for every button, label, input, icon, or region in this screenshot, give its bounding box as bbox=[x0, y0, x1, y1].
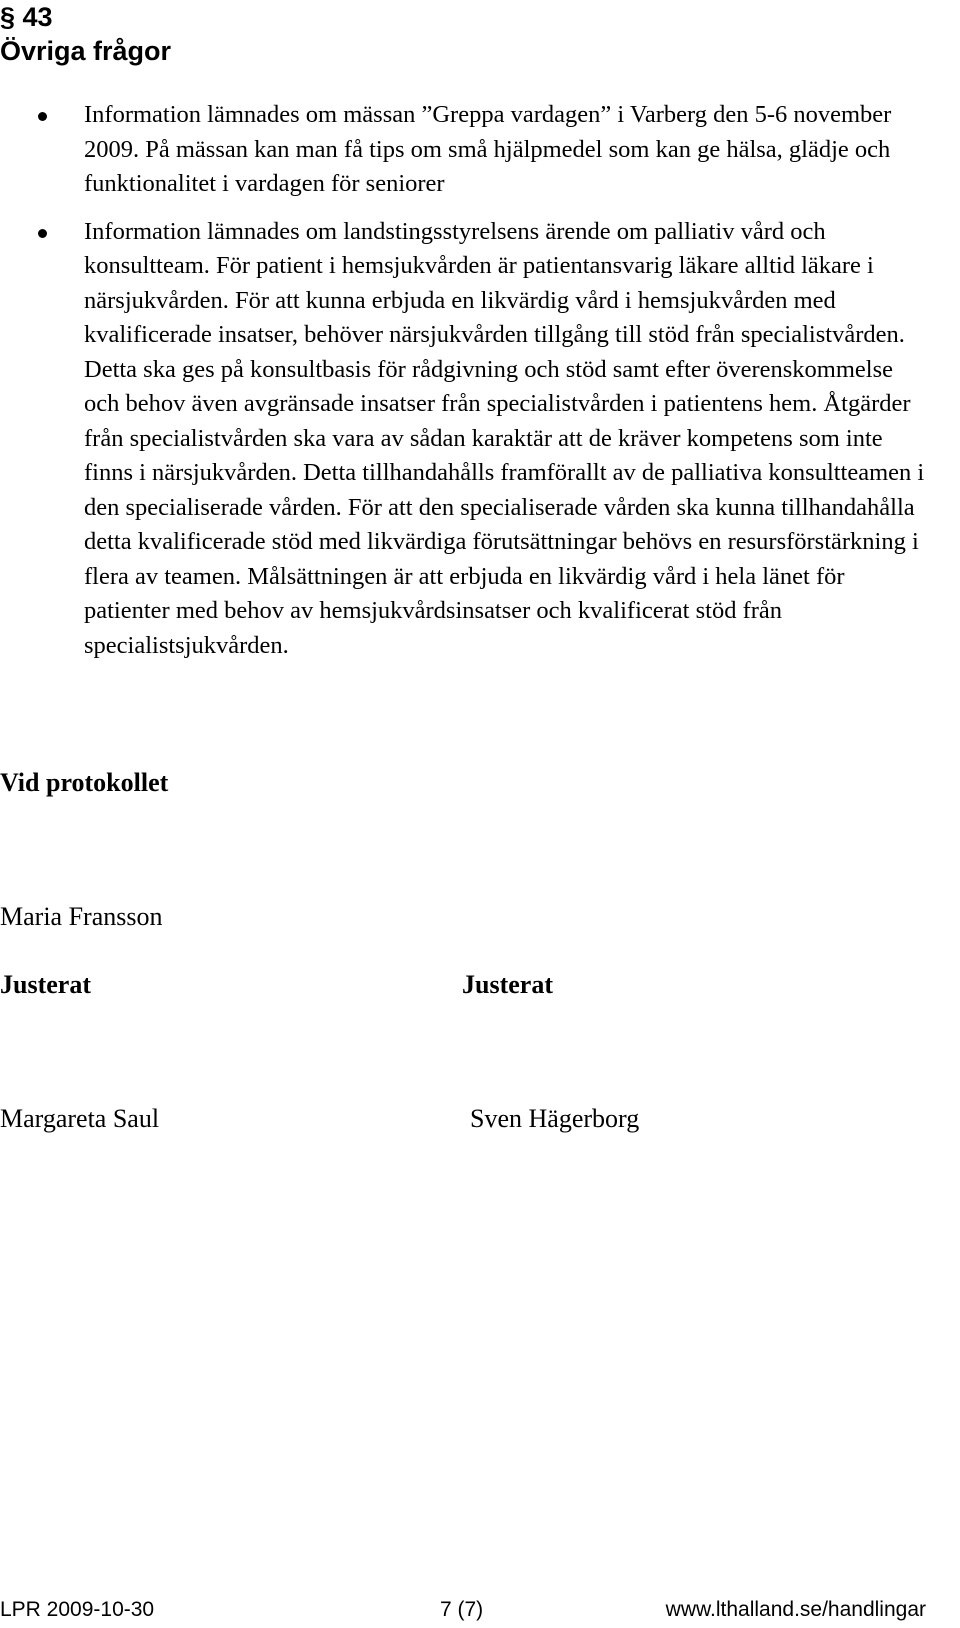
footer-date: LPR 2009-10-30 bbox=[0, 1598, 155, 1621]
section-title: Övriga frågor bbox=[0, 36, 172, 66]
footer-page-number: 7 (7) bbox=[440, 1598, 484, 1621]
list-item-text: Information lämnades om landstingsstyrelsens ärende om palliativ vård och konsultteam. För patient i hemsjukvården är patientansvarig läkare alltid läkare i närsjukvården. För att kunna erbjuda en likvärdig vård i hemsjukvården med kvalificerade insatser, behöver närsjukvården tillgång till stöd från specialistvården. Detta ska ges på konsultbasis för rådgivning och stöd samt efter överenskommelse och behov även avgränsade insatser från specialistvården i patientens hem. Åtgärder från specialistvården ska vara av sådan karaktär att de kräver kompetens som inte finns i närsjukvården. Detta tillhandahålls framförallt av de palliativa konsultteamen i den specialiserade vården. För att den specialiserade vården ska kunna tillhandahålla detta kvalificerade stöd med likvärdiga förutsättningar behövs en resursförstärkning i flera av teamen. Målsättningen är att erbjuda en likvärdig vård i hela länet för patienter med behov av hemsjukvårdsinsatser och kvalificerat stöd från specialistsjukvården. bbox=[84, 217, 925, 659]
signer-name-right: Sven Hägerborg bbox=[470, 1104, 640, 1133]
list-item bbox=[0, 98, 960, 202]
justerat-label-right: Justerat bbox=[462, 970, 553, 999]
bullet-list bbox=[0, 98, 960, 663]
bullet-icon bbox=[38, 112, 47, 121]
bullet-icon bbox=[38, 229, 47, 238]
protocol-heading: Vid protokollet bbox=[0, 768, 169, 797]
justerat-label-left: Justerat bbox=[0, 970, 91, 999]
list-item-text: Information lämnades om mässan ”Greppa vardagen” i Varberg den 5-6 november 2009. På mässan kan man få tips om små hjälpmedel som kan ge hälsa, glädje och funktionalitet i vardagen för seniorer bbox=[84, 101, 892, 197]
signer-name-left: Margareta Saul bbox=[0, 1104, 160, 1133]
list-item bbox=[0, 215, 960, 664]
section-heading bbox=[0, 0, 171, 68]
section-number: § 43 bbox=[0, 2, 53, 32]
footer-website: www.lthalland.se/handlingar bbox=[665, 1598, 926, 1621]
secretary-name: Maria Fransson bbox=[0, 902, 163, 931]
